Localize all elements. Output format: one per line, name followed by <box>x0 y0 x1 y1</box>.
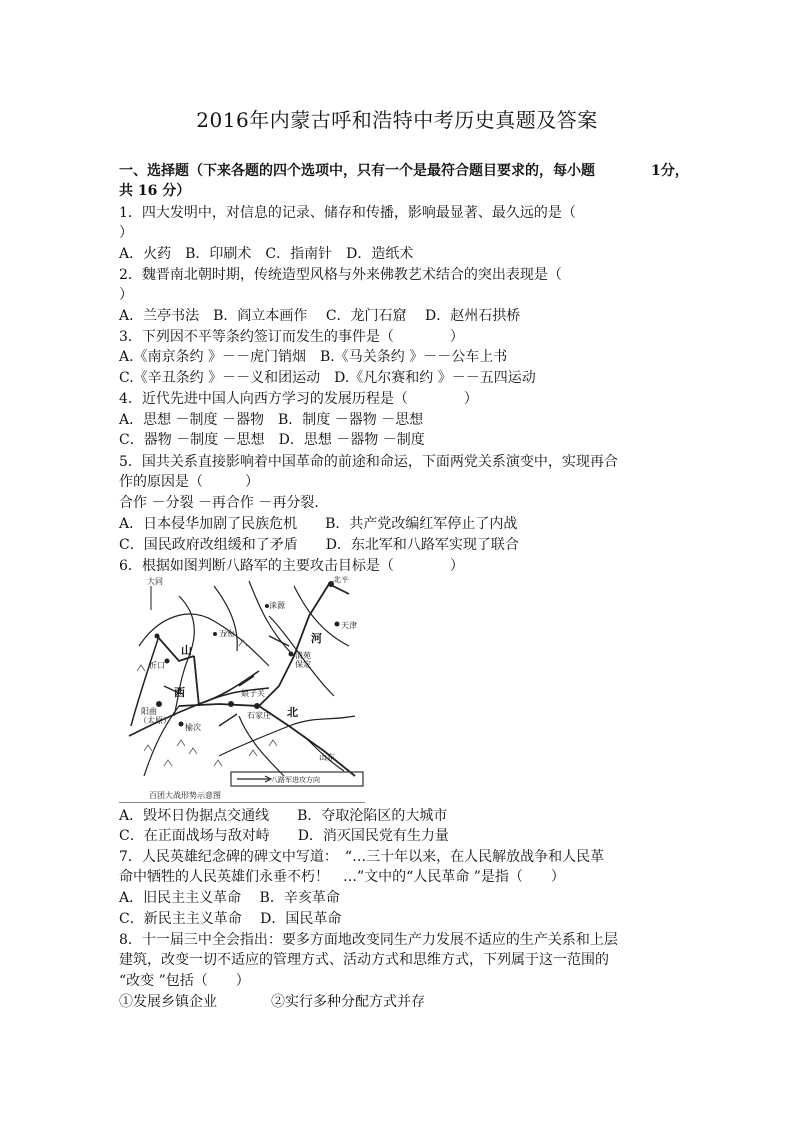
question-3-options-cd: C.《辛丑条约 》－－义和团运动 D.《凡尔赛和约 》－－五四运动 <box>119 370 536 386</box>
question-7-options-ab: A．旧民主主义革命 B．辛亥革命 <box>119 890 340 906</box>
question-8: 8．十一届三中全会指出：要多方面地改变同生产力发展不适应的生产关系和上层 <box>119 932 618 948</box>
map-label-datong: 大同 <box>147 577 163 586</box>
question-5: 5．国共关系直接影响着中国革命的前途和命运，下面两党关系演变中，实现再合 <box>119 454 618 470</box>
question-5-options-ab: A．日本侵华加剧了民族危机 B．共产党改编红军停止了内战 <box>119 516 518 532</box>
question-6-options-cd: C．在正面战场与敌对峙 D．消灭国民党有生力量 <box>119 828 449 844</box>
question-8-items <box>119 992 425 1012</box>
map-caption: 百团大战形势示意图 <box>149 791 221 800</box>
map-label-xi: 西 <box>174 686 185 699</box>
section-heading-text: 一、选择题（下来各题的四个选项中，只有一个是最符合题目要求的，每小题 <box>119 163 595 179</box>
map-label-shan: 山 <box>181 644 192 657</box>
question-3: 3．下列因不平等条约签订而发生的事件是（ ） <box>119 329 464 345</box>
map-label-baoding: 保定 <box>295 660 311 669</box>
question-2: 2．魏晋南北朝时期，传统造型风格与外来佛教艺术结合的突出表现是（ <box>119 267 562 283</box>
map-baseline <box>119 802 365 803</box>
question-5-options-cd: C．国民政府改组缓和了矛盾 D．东北军和八路军实现了联合 <box>119 537 519 553</box>
map-label-xinkou: 忻口 <box>149 661 165 670</box>
question-4-options-cd: C．器物 －制度 －思想 D．思想 －器物 －制度 <box>119 432 425 448</box>
section-heading-cont: 共 16 分） <box>119 183 191 199</box>
question-5-cont: 作的原因是（ ） <box>119 474 259 490</box>
map-label-shijiazhuang: 石家庄 <box>247 711 271 720</box>
map-label-he: 河 <box>311 632 322 645</box>
section-heading <box>119 161 689 181</box>
map-label-qingyuan: 清苑 <box>295 651 311 660</box>
hundred-regiments-map <box>119 576 365 804</box>
question-8-cont: 建筑，改变一切不适应的管理方式、活动方式和思维方式，下列属于这一范围的 <box>119 952 609 968</box>
page-title: 2016年内蒙古呼和浩特中考历史真题及答案 <box>196 108 598 132</box>
map-label-niangziguan: 娘子关 <box>241 689 265 698</box>
question-3-options-ab: A.《南京条约 》－－虎门销烟 B.《马关条约 》－－公车上书 <box>119 349 508 365</box>
question-6-options-ab: A．毁坏日伪据点交通线 B．夺取沦陷区的大城市 <box>119 808 448 824</box>
question-8-item-2: ②实行多种分配方式并存 <box>271 994 425 1010</box>
question-2-paren: ） <box>119 287 133 303</box>
question-2-options: A．兰亭书法 B．阎立本画作 C．龙门石窟 D．赵州石拱桥 <box>119 308 521 324</box>
section-heading-points: 1分， <box>651 163 689 179</box>
map-label-tianjin: 天津 <box>341 621 357 630</box>
question-7: 7．人民英雄纪念碑的碑文中写道： “…三十年以来，在人民解放战争和人民革 <box>119 849 605 865</box>
question-7-cont: 命中牺牲的人民英雄们永垂不朽！ …”文中的“人民革命 ”是指（ ） <box>119 869 565 885</box>
question-5-material: 合作 －分裂 －再合作 －再分裂． <box>119 495 329 511</box>
question-8-item-1: ①发展乡镇企业 <box>119 994 217 1010</box>
question-1-options: A．火药 B．印刷术 C．指南针 D．造纸术 <box>119 246 414 262</box>
map-label-shandong: 山东 <box>319 753 335 762</box>
question-7-options-cd: C．新民主主义革命 D．国民革命 <box>119 911 342 927</box>
question-4: 4．近代先进中国人向西方学习的发展历程是（ ） <box>119 391 478 407</box>
question-8-cont-2: “改变 ”包括（ ） <box>119 973 250 989</box>
question-1: 1．四大发明中，对信息的记录、储存和传播，影响最显著、最久远的是（ <box>119 205 576 221</box>
map-label-wutai: 五台 <box>219 629 235 638</box>
map-legend-text: 八路军进攻方向 <box>271 776 320 784</box>
map-label-bei: 北 <box>287 706 298 719</box>
map-label-laiyuan: 涞源 <box>269 601 285 610</box>
question-1-paren: ） <box>119 225 133 241</box>
map-label-yangqu: 阳曲 <box>141 707 157 716</box>
map-label-beiping: 北平 <box>333 576 349 584</box>
question-4-options-ab: A．思想 －制度 －器物 B．制度 －器物 －思想 <box>119 412 424 428</box>
map-label-taiyuan: （太原） <box>139 716 171 725</box>
question-6: 6．根据如图判断八路军的主要攻击目标是（ ） <box>119 558 464 574</box>
map-label-yuci: 榆次 <box>185 723 201 732</box>
